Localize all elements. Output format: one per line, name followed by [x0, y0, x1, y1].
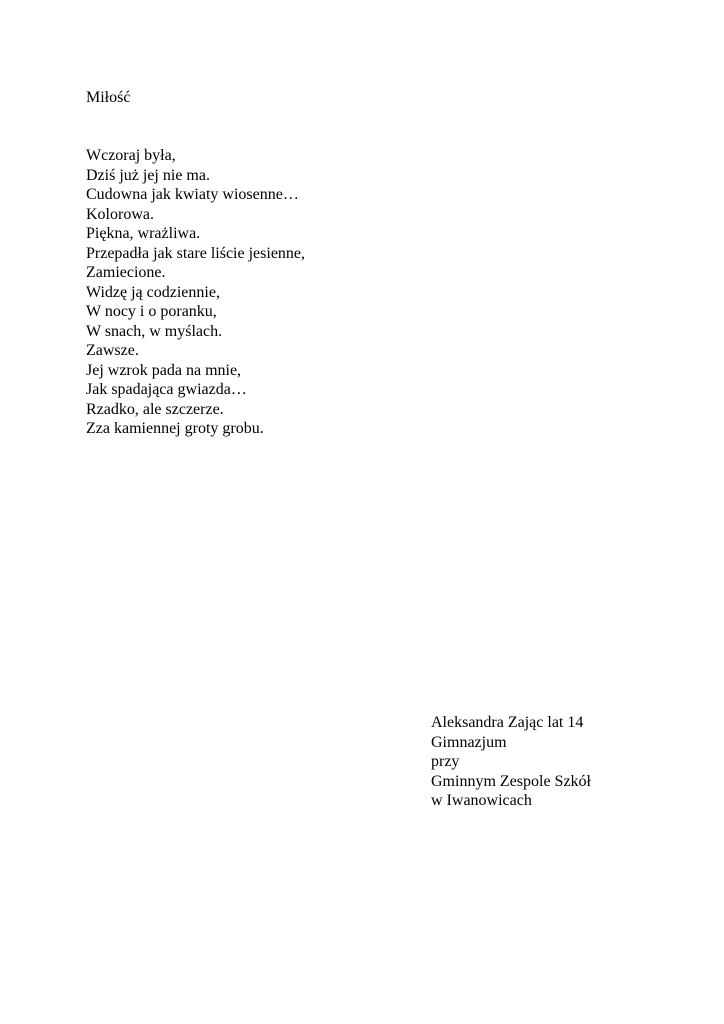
poem-line: Widzę ją codziennie, — [86, 283, 220, 301]
location-line: w Iwanowicach — [431, 792, 532, 809]
author-name-line: Aleksandra Zając lat 14 — [431, 714, 584, 731]
poem-line: W nocy i o poranku, — [86, 303, 217, 320]
poem-line: Rzadko, ale szczerze. — [86, 400, 224, 418]
poem-line: Przepadła jak stare liście jesienne, — [86, 244, 306, 262]
poem-line: Wczoraj była, — [86, 147, 176, 164]
poem-title: Miłość — [86, 89, 131, 106]
poem-line: Kolorowa. — [86, 205, 154, 223]
poem-line: Jak spadająca gwiazda… — [86, 381, 247, 398]
poem-line: Zza kamiennej groty grobu. — [86, 420, 264, 437]
poem-line: W snach, w myślach. — [86, 322, 223, 340]
poem-line: Zawsze. — [86, 342, 139, 359]
poem-line: Cudowna jak kwiaty wiosenne… — [86, 186, 299, 203]
school-line: Gimnazjum — [431, 733, 507, 751]
poem-line: Zamiecione. — [86, 264, 166, 281]
poem-line: Dziś już jej nie ma. — [86, 166, 210, 184]
poem-line: Piękna, wrażliwa. — [86, 225, 201, 242]
school-line: Gminnym Zespole Szkół — [431, 772, 591, 790]
poem-body — [86, 146, 305, 439]
author-signature — [431, 713, 591, 811]
poem-line: Jej wzrok pada na mnie, — [86, 361, 242, 379]
school-line: przy — [431, 753, 460, 770]
